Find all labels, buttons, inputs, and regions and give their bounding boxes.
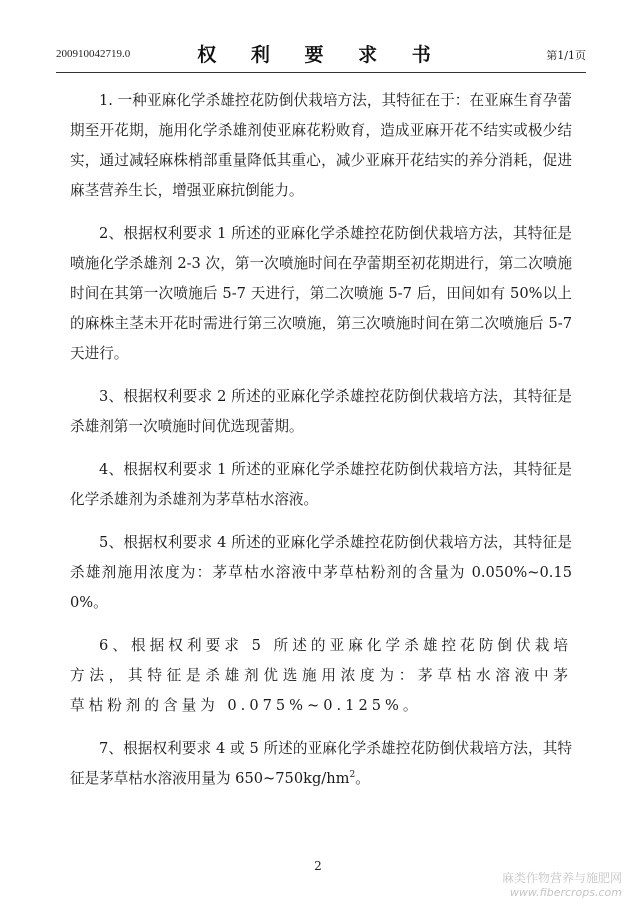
- claim-7-superscript: 2: [349, 770, 356, 781]
- claim-6: 6、根据权利要求 5 所述的亚麻化学杀雄控花防倒伏栽培方法，其特征是杀雄剂优选施用浓度为：茅草枯水溶液中茅草枯粉剂的含量为 0.075%~0.125%。: [70, 637, 572, 714]
- application-number: 200910042719.0: [56, 48, 131, 60]
- claim-7-end: 。: [355, 770, 370, 787]
- page-indicator: 第1/1页: [546, 49, 586, 62]
- watermark-url: www.fibercrops.com: [509, 886, 622, 899]
- claim-1: 1. 一种亚麻化学杀雄控花防倒伏栽培方法，其特征在于：在亚麻生育孕蕾期至开花期，施用化学杀雄剂使亚麻花粉败育，造成亚麻开花不结实或极少结实，通过减轻麻株梢部重量降低其重心，减少亚麻开花结实的养分消耗，促进麻茎营养生长，增强亚麻抗倒能力。: [70, 92, 572, 199]
- document-header: [56, 36, 586, 66]
- page-number: 2: [314, 859, 322, 873]
- claim-7: [70, 734, 572, 794]
- claim-2: 2、根据权利要求 1 所述的亚麻化学杀雄控花防倒伏栽培方法，其特征是喷施化学杀雄剂 2-3 次，第一次喷施时间在孕蕾期至初花期进行，第二次喷施时间在其第一次喷施后 5-7 天进行，第二次喷施 5-7 后，田间如有 50%以上的麻株主茎未开花时需进行第三次喷施，第三次喷施时间在第二次喷施后 5-7 天进行。: [70, 225, 572, 362]
- claims-body: [70, 86, 572, 807]
- claim-7-text: 7、根据权利要求 4 或 5 所述的亚麻化学杀雄控花防倒伏栽培方法，其特征是茅草枯水溶液用量为 650~750kg/hm: [70, 740, 572, 787]
- document-title: 权 利 要 求 书: [197, 44, 445, 66]
- claim-3: 3、根据权利要求 2 所述的亚麻化学杀雄控花防倒伏栽培方法，其特征是杀雄剂第一次喷施时间优选现蕾期。: [70, 388, 572, 435]
- watermark-text: 麻类作物营养与施肥网: [501, 871, 622, 885]
- claim-5: 5、根据权利要求 4 所述的亚麻化学杀雄控花防倒伏栽培方法，其特征是杀雄剂施用浓度为：茅草枯水溶液中茅草枯粉剂的含量为 0.050%~0.150%。: [70, 534, 572, 611]
- claim-4: 4、根据权利要求 1 所述的亚麻化学杀雄控花防倒伏栽培方法，其特征是化学杀雄剂为杀雄剂为茅草枯水溶液。: [70, 461, 572, 508]
- watermark: [502, 871, 622, 899]
- header-divider: [56, 72, 586, 73]
